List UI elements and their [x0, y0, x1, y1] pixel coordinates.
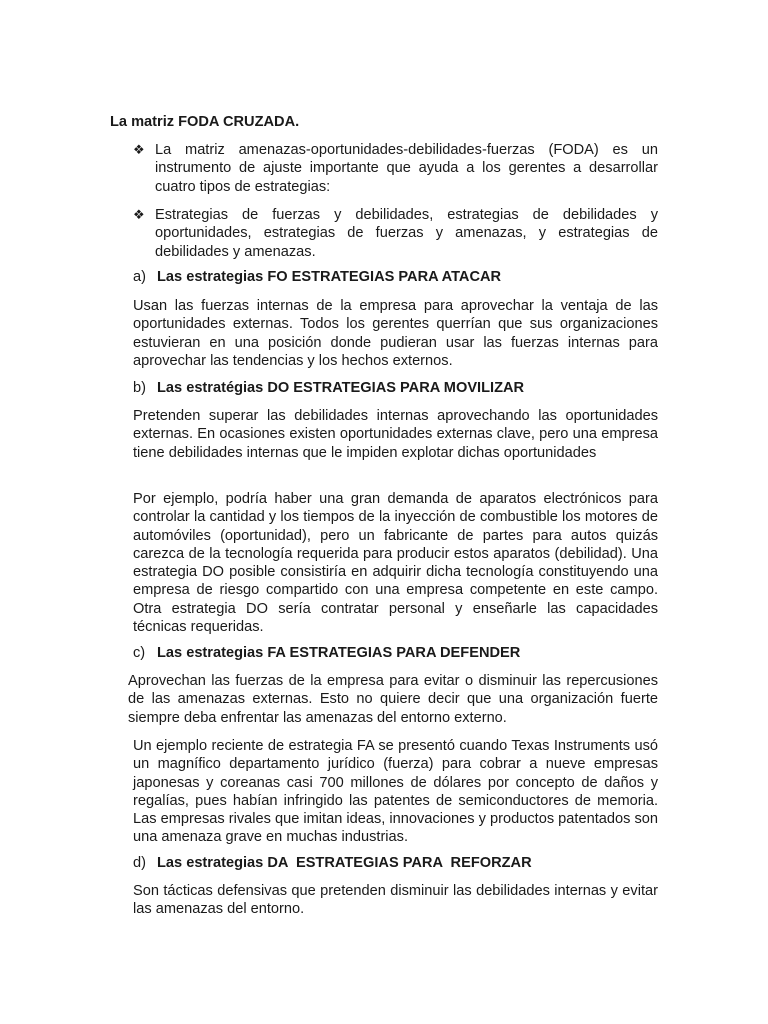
section-paragraph: Aprovechan las fuerzas de la empresa para evitar o disminuir las repercusiones de las amenazas externas. Esto no quiere decir que una organización fuerte siempre deba enfrentar las amenazas del entorno externo.: [128, 673, 658, 726]
section-heading-fa: [133, 644, 520, 662]
section-heading-da: [133, 854, 532, 872]
section-paragraph: Por ejemplo, podría haber una gran demanda de aparatos electrónicos para controlar la cantidad y los tiempos de la inyección de combustible los motores de automóviles (oportunidad), pero un fabricante de partes para autos quizás carezca de la tecnología requerida para producir estos aparatos (debilidad). Una estrategia DO posible consistiría en adquirir dicha tecnología constituyendo una empresa de riesgo compartido con una empresa competente en este campo. Otra estrategia DO sería contratar personal y enseñarle las capacidades técnicas requeridas.: [133, 491, 658, 636]
section-heading-text: Las estrategias FO ESTRATEGIAS PARA ATACAR: [157, 269, 502, 285]
section-heading-fo: [133, 268, 501, 286]
bullet-text: Estrategias de fuerzas y debilidades, estrategias de debilidades y oportunidades, estrategias de fuerzas y amenazas, y estrategias de debilidades y amenazas.: [155, 207, 658, 260]
section-heading-do: [133, 379, 524, 397]
section-paragraph: Usan las fuerzas internas de la empresa para aprovechar la ventaja de las oportunidades externas. Todos los gerentes querrían que sus organizaciones estuvieran en una posición donde pudieran usar las fuerzas internas para aprovechar las tendencias y los hechos externos.: [133, 298, 658, 369]
bullet-text: La matriz amenazas-oportunidades-debilidades-fuerzas (FODA) es un instrumento de ajuste importante que ayuda a los gerentes a desarrollar cuatro tipos de estrategias:: [155, 142, 658, 195]
section-letter: d): [133, 855, 146, 871]
section-heading-text: Las estrategias FA ESTRATEGIAS PARA DEFENDER: [157, 645, 521, 661]
diamond-bullet-icon: ❖: [133, 207, 145, 222]
document-title: La matriz FODA CRUZADA.: [110, 114, 300, 130]
section-letter: c): [133, 645, 146, 661]
bullet-item: [133, 141, 658, 196]
section-paragraph: Pretenden superar las debilidades internas aprovechando las oportunidades externas. En ocasiones existen oportunidades externas clave, pero una empresa tiene debilidades internas que le impiden explotar dichas oportunidades: [133, 408, 658, 461]
section-paragraph: Un ejemplo reciente de estrategia FA se presentó cuando Texas Instruments usó un magnífico departamento jurídico (fuerza) para cobrar a nueve empresas japonesas y coreanas casi 700 millones de dólares por concepto de daños y regalías, pues habían infringido las patentes de semiconductores de memoria. Las empresas rivales que imitan ideas, innovaciones y productos patentados son una amenaza grave en muchas industrias.: [133, 738, 658, 846]
section-letter: a): [133, 269, 146, 285]
bullet-item: [133, 206, 658, 261]
diamond-bullet-icon: ❖: [133, 142, 145, 157]
section-letter: b): [133, 380, 146, 396]
section-paragraph: Son tácticas defensivas que pretenden disminuir las debilidades internas y evitar las amenazas del entorno.: [133, 883, 658, 918]
section-heading-text: Las estratégias DO ESTRATEGIAS PARA MOVILIZAR: [157, 380, 525, 396]
section-heading-text: Las estrategias DA ESTRATEGIAS PARA REFORZAR: [157, 855, 532, 871]
